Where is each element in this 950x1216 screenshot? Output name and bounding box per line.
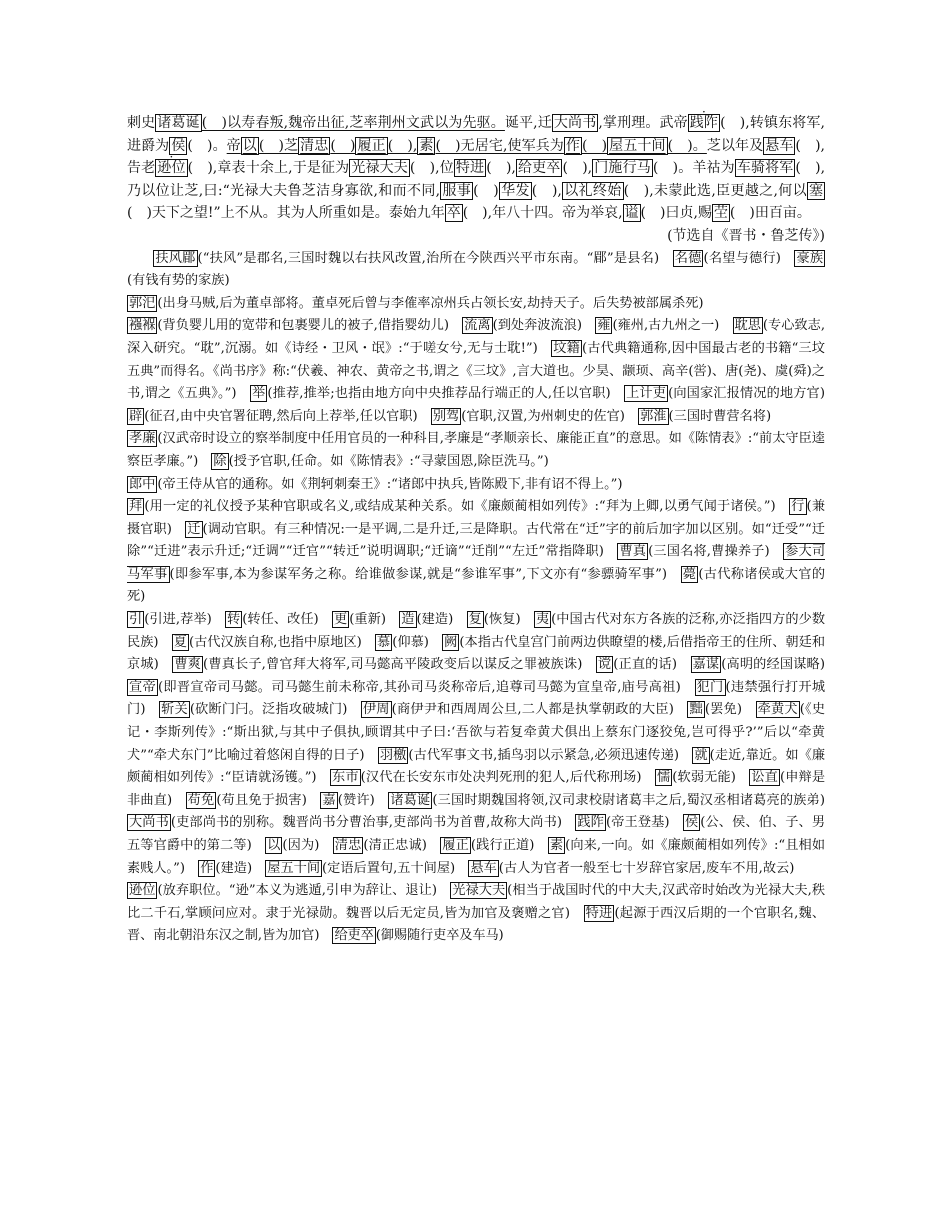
boxed-term: 履正 — [442, 838, 469, 853]
text-run: ( ) — [330, 137, 356, 154]
glossary-paragraph-2 — [127, 293, 825, 316]
boxed-term: 拜 — [129, 499, 143, 515]
text-run: (违禁强行打开城门) — [127, 679, 826, 718]
boxed-term: 转 — [226, 612, 241, 628]
text-run: 刺史 — [127, 115, 156, 131]
glossary-paragraph-7 — [127, 609, 839, 880]
text-run: (兼摄官职) — [127, 499, 826, 537]
text-run: (高明的经国谋略) — [721, 657, 839, 673]
text-run: ( )。羊祜为 — [652, 160, 735, 177]
text-run: 芝以年及 — [706, 137, 764, 154]
boxed-term: 华发 — [500, 182, 530, 199]
text-run: (砍断门闩。泛指攻破城门) — [189, 702, 361, 718]
boxed-term: 侯 — [171, 137, 186, 154]
boxed-term: 别驾 — [432, 408, 460, 424]
boxed-term: 引 — [129, 612, 143, 628]
boxed-term: 辟 — [129, 408, 143, 424]
glossary-paragraph-8 — [127, 880, 825, 948]
text-run: (软弱无能) — [672, 770, 750, 786]
boxed-term: 素 — [419, 137, 434, 154]
text-run: ( )。 — [187, 137, 227, 154]
glossary-paragraph-4 — [127, 428, 825, 473]
boxed-term: 薨 — [682, 566, 697, 582]
text-run: ( ) — [581, 137, 608, 154]
text-run: ( ),章表十余上,于是征为 — [187, 160, 350, 177]
text-run: (罢免) — [704, 702, 756, 718]
boxed-term: 名德 — [674, 250, 702, 266]
boxed-term: 上计吏 — [626, 386, 667, 402]
boxed-term: 诸葛诞 — [157, 115, 200, 131]
text-run: (有钱有势的家族) — [127, 273, 230, 289]
text-run: (即晋宣帝司马懿。司马懿生前未称帝,其孙司马炎称帝后,追尊司马懿为宣皇帝,庙号高祖) — [157, 679, 695, 695]
text-run: (三国时曹营名将) — [668, 408, 772, 424]
boxed-term: 讼直 — [751, 770, 778, 786]
text-run: (建造) — [416, 612, 467, 628]
boxed-term: 逊位 — [129, 883, 156, 899]
boxed-term: 坟籍 — [553, 340, 580, 356]
glossary-paragraph-1 — [127, 248, 825, 293]
text-run: ( ),未蒙此选,臣更越之,何以 — [623, 182, 807, 199]
text-run: (专心致志,深入研究。“耽”,沉溺。如《诗经・卫风・氓》:“于嗟女兮,无与士耽!”) — [127, 318, 826, 356]
text-run: (中国古代对东方各族的泛称,亦泛指四方的少数民族) — [127, 612, 826, 650]
boxed-term: 大尚书 — [129, 815, 169, 831]
boxed-term: 苟免 — [187, 792, 215, 808]
boxed-term: 扶风郿 — [155, 250, 196, 266]
text-run: ( ),乃以位让芝,曰:“光禄大夫鲁芝洁身寡欲,和而不同, — [127, 160, 826, 199]
text-run: (恢复) — [483, 612, 534, 628]
boxed-term: 郭汜 — [129, 295, 156, 311]
boxed-term: 黜 — [689, 702, 703, 718]
text-run: (名望与德行) — [703, 250, 795, 266]
text-run: (到处奔波流浪) — [492, 318, 596, 334]
text-run: (用一定的礼仪授予某种官职或名义,或结成某种关系。如《廉颇蔺相如列传》:“拜为上卿,以勇气闻于诸侯。”) — [144, 499, 790, 515]
text-run: ( ), — [387, 137, 418, 154]
boxed-term: 就 — [694, 747, 708, 763]
boxed-term: 参大司马军事 — [127, 544, 826, 582]
text-run: (引进,荐举) — [144, 612, 225, 628]
glossary-paragraph-5 — [127, 474, 825, 497]
boxed-term: 郎中 — [129, 476, 156, 492]
text-run: ( ),年八十四。帝为举哀, — [462, 205, 623, 222]
boxed-term: 犯门 — [696, 679, 724, 695]
text-run: (调动官职。有三种情况:一是平调,二是升迁,三是降职。古代常在“迁”字的前后加字加以区别。如“迁受”“迁除”“迁进”表示升迁;“迁调”“迁官”“转迁”说明调职;“迁谪”“迁削”“左迁”常指降职) — [127, 521, 825, 560]
text-run: (授予官职,任命。如《陈情表》:“寻蒙国恩,除臣洗马。”) — [228, 453, 549, 469]
text-run: (官职,汉置,为州刺史的佐官) — [461, 408, 639, 424]
boxed-term: 以礼终始 — [563, 182, 622, 199]
text-run: (赞许) — [337, 792, 389, 808]
boxed-term: 践阼 — [689, 115, 719, 131]
text-run: (古代军事文书,插鸟羽以示紧急,必须迅速传递) — [408, 747, 693, 763]
glossary-paragraph-6 — [127, 496, 825, 609]
boxed-term: 服事 — [442, 182, 472, 199]
text-run: (古人为官者一般至七十岁辞官家居,废车不用,故云) — [498, 860, 795, 876]
boxed-term: 东市 — [332, 770, 359, 786]
text-run: (《史记・李斯列传》:“斯出狱,与其中子俱执,顾谓其中子曰:‘吾欲与若复牵黄犬俱出上蔡东门逐狡兔,岂可得乎?’”后以“牵黄犬”“牵犬东门”比喻过着悠闲自得的日子) — [127, 702, 826, 763]
boxed-term: 悬车 — [470, 860, 497, 876]
boxed-term: 门施行马 — [594, 160, 651, 177]
text-run: (古代称诸侯或大官的死) — [127, 566, 826, 605]
text-run: (雍州,古九州之一) — [612, 318, 733, 334]
boxed-term: 茔 — [713, 205, 728, 222]
glossary-paragraph-3 — [127, 315, 839, 428]
text-run: (申辩是非曲直) — [127, 770, 826, 808]
text-run: 帝 — [226, 137, 241, 154]
boxed-term: 豪族 — [796, 250, 824, 266]
boxed-term: 屋五十间 — [609, 137, 666, 154]
text-run: ( )。 — [667, 137, 707, 154]
text-run: (推荐,推举;也指由地方向中央推荐品行端正的人,任以官职) — [267, 386, 625, 402]
boxed-term: 谠 — [597, 657, 612, 673]
text-run: ( ) — [473, 182, 499, 199]
text-run: (汉代在长安东市处决判死刑的犯人,后代称刑场) — [360, 770, 655, 786]
boxed-term: 夷 — [535, 612, 550, 628]
boxed-term: 伊周 — [362, 702, 390, 718]
boxed-term: 耽思 — [734, 318, 761, 334]
text-run: ( )以寿春叛,魏帝出征,芝率荆州文武以为先驱。 — [201, 115, 505, 131]
boxed-term: 悬车 — [765, 137, 794, 154]
boxed-term: 孝廉 — [129, 431, 156, 447]
text-run: (征召,由中央官署征聘,然后向上荐举,任以官职) — [144, 408, 431, 424]
boxed-term: 素 — [549, 838, 564, 853]
boxed-term: 行 — [791, 499, 805, 515]
boxed-term: 践阼 — [577, 815, 604, 831]
text-run: (放弃职位。“逊”本义为逃遁,引申为辞让、退让) — [157, 883, 451, 899]
text-run: (“扶风”是郡名,三国时魏以右扶风改置,治所在今陕西兴平市东南。“郿”是县名) — [197, 250, 673, 266]
text-run: (帝王登基) — [606, 815, 683, 831]
text-run: ( ),告老 — [127, 137, 825, 177]
text-run: (即参军事,本为参谋军务之称。给谁做参谋,就是“参谁军事”,下文亦有“参骠骑军事”) — [169, 566, 681, 582]
text-run: ( )无居宅,使军兵为 — [435, 137, 564, 154]
boxed-term: 以 — [242, 137, 257, 154]
boxed-term: 夏 — [173, 634, 187, 650]
boxed-term: 郭淮 — [640, 408, 667, 424]
text-run: (因为) — [282, 838, 333, 853]
text-run: ,掌刑理。武帝 — [598, 115, 688, 131]
boxed-term: 诸葛诞 — [390, 792, 431, 808]
text-run: ( ),转镇东将军,进爵为 — [127, 115, 826, 154]
boxed-term: 嘉 — [322, 792, 336, 808]
text-run: (苟且免于损害) — [216, 792, 321, 808]
boxed-term: 羽檄 — [379, 747, 407, 763]
boxed-term: 举 — [252, 386, 266, 402]
boxed-term: 作 — [200, 860, 214, 876]
boxed-term: 造 — [401, 612, 415, 628]
text-run: (三国时期魏国将领,汉司隶校尉诸葛丰之后,蜀汉丞相诸葛亮的族弟) — [432, 792, 839, 808]
boxed-term: 屋五十间 — [267, 860, 321, 876]
boxed-term: 清忠 — [300, 137, 329, 154]
text-run: (汉武帝时设立的察举制度中任用官员的一种科目,孝廉是“孝顺亲长、廉能正直”的意思。如《陈情表》:“前太守臣逵察臣孝廉。”) — [127, 431, 825, 469]
text-run: ( )芝 — [258, 137, 299, 154]
text-run: (重新) — [349, 612, 400, 628]
boxed-term: 襁褓 — [129, 318, 156, 334]
text-run: (帝王侍从官的通称。如《荆轲刺秦王》:“诸郎中执兵,皆陈殿下,非有诏不得上。”) — [157, 476, 623, 492]
boxed-term: 给吏卒 — [517, 160, 561, 177]
boxed-term: 侯 — [684, 815, 699, 831]
boxed-term: 逊位 — [157, 160, 186, 177]
boxed-term: 卒 — [446, 205, 461, 222]
text-run: (本指古代皇宫门前两边供瞭望的楼,后借指帝王的住所、朝廷和京城) — [127, 634, 826, 673]
boxed-term: 光禄大夫 — [351, 160, 408, 177]
boxed-term: 给吏卒 — [334, 928, 374, 944]
text-run: (清正忠诚) — [363, 838, 441, 853]
text-run: ( ),位 — [409, 160, 454, 177]
boxed-term: 阙 — [444, 634, 458, 650]
boxed-term: 流离 — [464, 318, 491, 334]
boxed-term: 特进 — [455, 160, 485, 177]
text-run: (向来,一向。如《廉颇蔺相如列传》:“且相如素贱人。”) — [127, 838, 826, 876]
passage-paragraph — [127, 112, 825, 225]
text-run: ( ), — [562, 160, 593, 177]
boxed-term: 斩关 — [161, 702, 188, 718]
text-run: ( ), — [531, 182, 562, 199]
text-run: (公、侯、伯、子、男五等官爵中的第二等) — [127, 815, 826, 853]
boxed-term: 雍 — [597, 318, 611, 334]
text-run: (古代汉族自称,也指中原地区) — [188, 634, 376, 650]
text-run: (走近,靠近。如《廉颇蔺相如列传》:“臣请就汤镬。”) — [127, 747, 826, 786]
boxed-term: 塞 — [809, 182, 823, 199]
boxed-term: 慕 — [377, 634, 391, 650]
boxed-term: 懦 — [656, 770, 671, 786]
boxed-term: 履正 — [357, 137, 386, 154]
text-run: ( ), — [486, 160, 516, 177]
boxed-term: 除 — [213, 453, 227, 469]
text-run: (背负婴儿用的宽带和包裹婴儿的被子,借指婴幼儿) — [157, 318, 463, 334]
text-run: (相当于战国时代的中大夫,汉武帝时始改为光禄大夫,秩比二千石,掌顾问应对。隶于光禄勋。魏晋以后无定员,皆为加官及褒赠之官) — [127, 883, 825, 921]
boxed-term: 曹真 — [619, 544, 647, 560]
text-run: (曹真长子,曾官拜大将军,司马懿高平陵政变后以谋反之罪被族诛) — [203, 657, 596, 673]
text-run: 诞平,迁 — [504, 115, 552, 131]
text-run: (三国名将,曹操养子) — [648, 544, 784, 560]
boxed-term: 嘉谋 — [692, 657, 720, 673]
text-run: ( )田百亩。 — [729, 205, 811, 222]
source-citation: (节选自《晋书・鲁芝传》) — [667, 227, 825, 244]
text-run: (定语后置句,五十间屋) — [322, 860, 469, 876]
boxed-term: 以 — [267, 838, 281, 853]
boxed-term: 更 — [333, 612, 348, 628]
text-run: (出身马贼,后为董卓部将。董卓死后曾与李傕率凉州兵占领长安,劫持天子。后失势被部属杀死) — [157, 295, 704, 311]
boxed-term: 曹爽 — [174, 657, 202, 673]
text-run: (御赐随行吏卒及车马) — [375, 928, 504, 944]
boxed-term: 车骑将军 — [736, 160, 794, 177]
boxed-term: 光禄大夫 — [452, 883, 506, 899]
boxed-term: 迁 — [187, 521, 201, 537]
boxed-term: 特进 — [585, 905, 613, 921]
text-run: ( )曰贞,赐 — [640, 205, 712, 222]
text-run: (吏部尚书的别称。魏晋尚书分曹治事,吏部尚书为首曹,故称大尚书) — [170, 815, 576, 831]
text-run: (践行正道) — [470, 838, 548, 853]
text-run: (起源于西汉后期的一个官职名,魏、晋、南北朝沿东汉之制,皆为加官) — [127, 905, 825, 944]
text-run: (建造) — [215, 860, 266, 876]
text-run: (商伊尹和西周周公旦,二人都是执掌朝政的大臣) — [391, 702, 688, 718]
boxed-term: 作 — [565, 137, 580, 154]
boxed-term: 牵黄犬 — [757, 702, 798, 718]
boxed-term: 大尚书 — [553, 115, 597, 131]
text-run: (向国家汇报情况的地方官) — [668, 386, 839, 402]
boxed-term: 宣帝 — [129, 679, 156, 695]
text-run: (仰慕) — [392, 634, 443, 650]
boxed-term: 复 — [468, 612, 482, 628]
document-page — [127, 112, 839, 948]
text-run: ( )天下之望!”上不从。其为人所重如是。泰始九年 — [127, 205, 445, 222]
boxed-term: 清忠 — [334, 838, 362, 853]
text-run: (古代典籍通称,因中国最古老的书籍“三坟五典”而得名。《尚书序》称:“伏羲、神农、黄帝之书,谓之《三坟》,言大道也。少昊、颛顼、高辛(喾)、唐(尧)、虞(舜)之书,谓之《五典》。”) — [127, 340, 825, 402]
text-run: (正直的话) — [613, 657, 691, 673]
boxed-term: 谥 — [624, 205, 639, 222]
text-run: (转任、改任) — [242, 612, 332, 628]
